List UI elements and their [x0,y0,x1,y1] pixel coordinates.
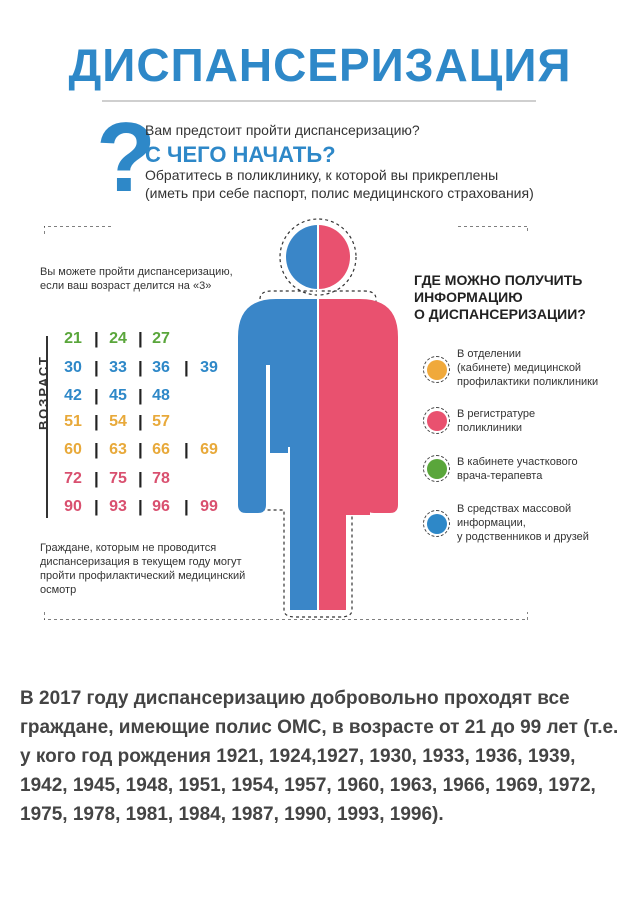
age-separator: | [94,386,99,405]
age-value: 51 [64,413,82,430]
age-separator: | [94,440,99,459]
age-rule-note: Вы можете пройти диспансеризацию, если ваш возраст делится на «3» [40,266,233,292]
source-label [457,455,627,483]
source-line: В кабинете участкового [457,456,578,468]
source-line: профилактики поликлиники [457,376,599,388]
info-title-line: ИНФОРМАЦИЮ [414,289,523,305]
age-axis-line [46,336,48,518]
age-value: 30 [64,359,82,376]
age-separator: | [184,358,189,377]
age-value: 54 [109,413,127,430]
age-value: 99 [200,498,218,515]
age-separator: | [184,497,189,516]
intro-line-1: Обратитесь в поликлинику, к которой вы прикреплены [145,167,499,183]
age-value: 27 [152,330,170,347]
summary-text: В 2017 году диспансеризацию добровольно проходят все граждане, имеющие полис ОМС, в возрасте от 21 до 99 лет (т.е. у кого год рождения 1921, 1924,1927, 1930, 1933, 1936, 1939, 1942, 1945, 1948, 1951, 1954, 1957, 1960, 1963, 1966, 1969, 1972, 1975, 1978, 1981, 1984, 1987, 1990, 1993, 1996). [20,688,619,825]
age-separator: | [94,412,99,431]
info-title-line: О ДИСПАНСЕРИЗАЦИИ? [414,306,586,322]
blue-circle-icon [423,510,450,537]
source-label [457,502,627,544]
intro-heading: С ЧЕГО НАЧАТЬ? [145,142,336,167]
source-blue [423,510,450,537]
source-line: поликлиники [457,422,523,434]
age-value: 42 [64,387,82,404]
age-value: 66 [152,441,170,458]
age-separator: | [184,440,189,459]
age-separator: | [138,386,143,405]
intro-line-2: (иметь при себе паспорт, полис медицинского страхования) [145,185,534,201]
age-value: 36 [152,359,170,376]
age-value: 69 [200,441,218,458]
age-value: 63 [109,441,127,458]
age-value: 90 [64,498,82,515]
pink-circle-icon [423,407,450,434]
age-separator: | [138,329,143,348]
source-line: информации, [457,517,526,529]
orange-circle-icon [423,356,450,383]
age-separator: | [138,358,143,377]
age-separator: | [138,469,143,488]
age-value: 24 [109,330,127,347]
age-value: 75 [109,470,127,487]
age-separator: | [138,440,143,459]
source-line: (кабинете) медицинской [457,362,582,374]
info-title-line: ГДЕ МОЖНО ПОЛУЧИТЬ [414,272,583,288]
source-label [457,347,627,389]
source-label [457,407,627,435]
age-value: 96 [152,498,170,515]
green-circle-icon [423,455,450,482]
page-title: ДИСПАНСЕРИЗАЦИЯ [68,39,572,91]
age-value: 57 [152,413,170,430]
source-line: у родственников и друзей [457,531,589,543]
age-value: 72 [64,470,82,487]
age-separator: | [94,329,99,348]
age-separator: | [94,358,99,377]
age-separator: | [138,412,143,431]
source-line: В отделении [457,348,522,360]
age-value: 48 [152,387,170,404]
question-mark-icon: ? [96,102,156,212]
age-value: 39 [200,359,218,376]
source-pink [423,407,450,434]
intro-question: Вам предстоит пройти диспансеризацию? [145,122,420,138]
age-separator: | [94,497,99,516]
checkup-note: Граждане, которым не проводится диспансеризация в текущем году могут пройти профилактический медицинский осмотр [40,542,246,596]
age-separator: | [138,497,143,516]
info-title [414,272,614,323]
age-value: 33 [109,359,127,376]
source-line: В средствах массовой [457,503,572,515]
source-orange [423,356,450,383]
age-value: 45 [109,387,127,404]
source-green [423,455,450,482]
age-value: 21 [64,330,82,347]
age-value: 60 [64,441,82,458]
source-line: врача-терапевта [457,470,543,482]
age-value: 93 [109,498,127,515]
age-axis-label: ВОЗРАСТ [36,355,51,430]
age-value: 78 [152,470,170,487]
human-figure [230,215,406,625]
source-line: В регистратуре [457,408,536,420]
age-separator: | [94,469,99,488]
title-divider [102,100,536,102]
